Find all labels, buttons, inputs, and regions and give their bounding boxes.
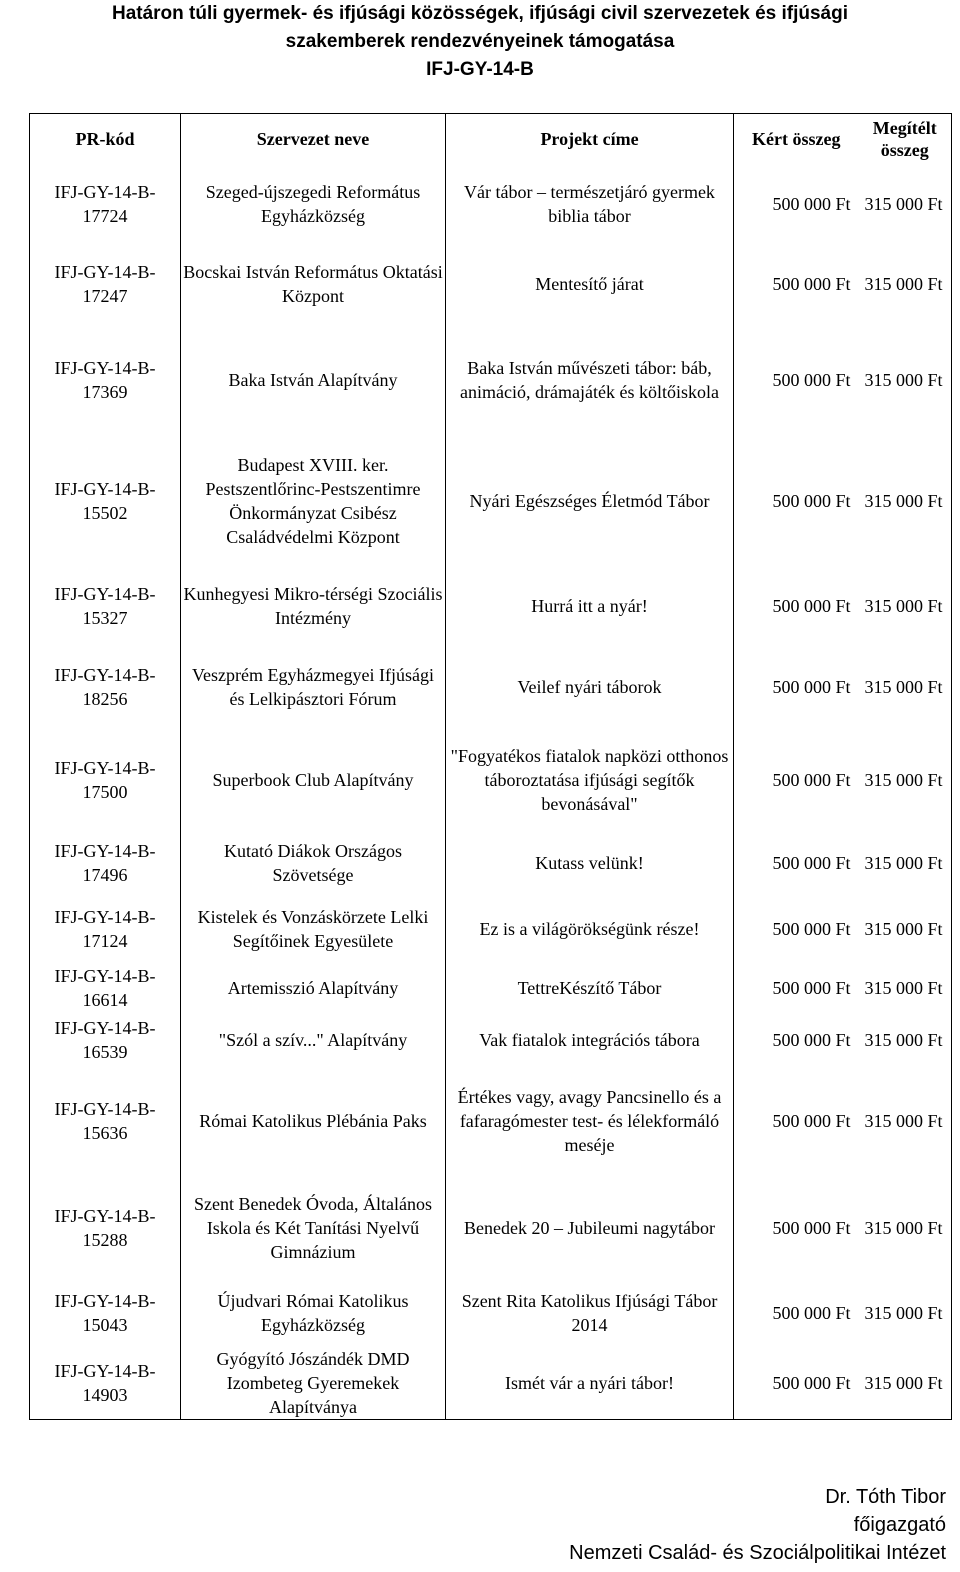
cell-pr-code: IFJ-GY-14-B- 17724: [30, 164, 181, 244]
signature-name: Dr. Tóth Tibor: [825, 1486, 946, 1508]
cell-project-title: Értékes vagy, avagy Pancsinello és a fafaragómester test- és lélekformáló meséje: [446, 1066, 734, 1176]
cell-awarded: 315 000 Ft: [859, 1014, 952, 1066]
cell-pr-code: IFJ-GY-14-B- 17500: [30, 728, 181, 832]
table-row: [30, 325, 952, 435]
table-header-row: [30, 114, 952, 164]
cell-requested: 500 000 Ft: [734, 963, 859, 1014]
header-awarded: Megítélt összeg: [859, 114, 952, 164]
cell-project-title: Baka István művészeti tábor: báb, animáció, drámajáték és költőiskola: [446, 325, 734, 435]
cell-project-title: Szent Rita Katolikus Ifjúsági Tábor 2014: [446, 1280, 734, 1347]
cell-requested: 500 000 Ft: [734, 1014, 859, 1066]
cell-pr-code: IFJ-GY-14-B- 16614: [30, 963, 181, 1014]
cell-org-name: Baka István Alapítvány: [181, 325, 446, 435]
cell-project-title: Hurrá itt a nyár!: [446, 567, 734, 646]
cell-requested: 500 000 Ft: [734, 895, 859, 963]
cell-org-name: Veszprém Egyházmegyei Ifjúsági és Lelkipásztori Fórum: [181, 646, 446, 728]
cell-awarded: 315 000 Ft: [859, 435, 952, 567]
cell-project-title: Ismét vár a nyári tábor!: [446, 1347, 734, 1420]
table-row: [30, 1347, 952, 1420]
cell-org-name: Kutató Diákok Országos Szövetsége: [181, 832, 446, 895]
cell-project-title: Nyári Egészséges Életmód Tábor: [446, 435, 734, 567]
cell-pr-code: IFJ-GY-14-B- 17369: [30, 325, 181, 435]
cell-requested: 500 000 Ft: [734, 1066, 859, 1176]
cell-requested: 500 000 Ft: [734, 646, 859, 728]
cell-project-title: Ez is a világörökségünk része!: [446, 895, 734, 963]
cell-org-name: Kistelek és Vonzáskörzete Lelki Segítőinek Egyesülete: [181, 895, 446, 963]
cell-pr-code: IFJ-GY-14-B- 17496: [30, 832, 181, 895]
cell-requested: 500 000 Ft: [734, 728, 859, 832]
signature-position: főigazgató: [853, 1514, 946, 1536]
header-requested: Kért összeg: [734, 114, 859, 164]
cell-pr-code: IFJ-GY-14-B- 17124: [30, 895, 181, 963]
cell-pr-code: IFJ-GY-14-B- 18256: [30, 646, 181, 728]
cell-awarded: 315 000 Ft: [859, 164, 952, 244]
table-row: [30, 435, 952, 567]
cell-org-name: Római Katolikus Plébánia Paks: [181, 1066, 446, 1176]
cell-awarded: 315 000 Ft: [859, 646, 952, 728]
table-row: [30, 1014, 952, 1066]
table-row: [30, 895, 952, 963]
cell-awarded: 315 000 Ft: [859, 244, 952, 325]
table-row: [30, 963, 952, 1014]
cell-project-title: Veilef nyári táborok: [446, 646, 734, 728]
cell-requested: 500 000 Ft: [734, 435, 859, 567]
cell-org-name: Kunhegyesi Mikro-térségi Szociális Intézmény: [181, 567, 446, 646]
cell-org-name: Superbook Club Alapítvány: [181, 728, 446, 832]
cell-org-name: Bocskai István Református Oktatási Központ: [181, 244, 446, 325]
cell-org-name: Gyógyító Jószándék DMD Izombeteg Gyeremekek Alapítványa: [181, 1347, 446, 1420]
cell-requested: 500 000 Ft: [734, 1176, 859, 1280]
header-org-name: Szervezet neve: [181, 114, 446, 164]
cell-pr-code: IFJ-GY-14-B- 17247: [30, 244, 181, 325]
cell-requested: 500 000 Ft: [734, 325, 859, 435]
table-row: [30, 646, 952, 728]
cell-org-name: Szent Benedek Óvoda, Általános Iskola és Két Tanítási Nyelvű Gimnázium: [181, 1176, 446, 1280]
cell-project-title: Benedek 20 – Jubileumi nagytábor: [446, 1176, 734, 1280]
table-row: [30, 832, 952, 895]
cell-awarded: 315 000 Ft: [859, 1347, 952, 1420]
cell-pr-code: IFJ-GY-14-B- 15636: [30, 1066, 181, 1176]
table-row: [30, 1280, 952, 1347]
table-row: [30, 1066, 952, 1176]
cell-project-title: Vár tábor – természetjáró gyermek biblia tábor: [446, 164, 734, 244]
cell-pr-code: IFJ-GY-14-B- 15043: [30, 1280, 181, 1347]
grant-table: [29, 113, 952, 1420]
cell-org-name: "Szól a szív..." Alapítvány: [181, 1014, 446, 1066]
header-pr-code: PR-kód: [30, 114, 181, 164]
cell-pr-code: IFJ-GY-14-B- 15327: [30, 567, 181, 646]
cell-requested: 500 000 Ft: [734, 832, 859, 895]
cell-requested: 500 000 Ft: [734, 567, 859, 646]
signature-institution: Nemzeti Család- és Szociálpolitikai Intézet: [569, 1542, 946, 1564]
document-title: [0, 0, 960, 84]
cell-requested: 500 000 Ft: [734, 1347, 859, 1420]
table-row: [30, 164, 952, 244]
cell-org-name: Budapest XVIII. ker. Pestszentlőrinc-Pestszentimre Önkormányzat Csibész Családvédelmi Központ: [181, 435, 446, 567]
cell-awarded: 315 000 Ft: [859, 963, 952, 1014]
cell-requested: 500 000 Ft: [734, 164, 859, 244]
cell-awarded: 315 000 Ft: [859, 567, 952, 646]
cell-project-title: TettreKészítő Tábor: [446, 963, 734, 1014]
cell-pr-code: IFJ-GY-14-B- 15288: [30, 1176, 181, 1280]
table-row: [30, 1176, 952, 1280]
cell-requested: 500 000 Ft: [734, 244, 859, 325]
cell-requested: 500 000 Ft: [734, 1280, 859, 1347]
cell-pr-code: IFJ-GY-14-B- 15502: [30, 435, 181, 567]
header-project-title: Projekt címe: [446, 114, 734, 164]
signature-block: [569, 1483, 946, 1567]
cell-awarded: 315 000 Ft: [859, 1066, 952, 1176]
table-row: [30, 567, 952, 646]
cell-org-name: Újudvari Római Katolikus Egyházközség: [181, 1280, 446, 1347]
cell-awarded: 315 000 Ft: [859, 1176, 952, 1280]
cell-awarded: 315 000 Ft: [859, 728, 952, 832]
cell-project-title: Vak fiatalok integrációs tábora: [446, 1014, 734, 1066]
cell-awarded: 315 000 Ft: [859, 325, 952, 435]
title-code: IFJ-GY-14-B: [426, 59, 534, 80]
cell-project-title: "Fogyatékos fiatalok napközi otthonos táboroztatása ifjúsági segítők bevonásával": [446, 728, 734, 832]
title-line-1: Határon túli gyermek- és ifjúsági közösségek, ifjúsági civil szervezetek és ifjúsági: [111, 3, 848, 24]
cell-project-title: Kutass velünk!: [446, 832, 734, 895]
title-line-2: szakemberek rendezvényeinek támogatása: [285, 31, 675, 52]
table-row: [30, 728, 952, 832]
cell-pr-code: IFJ-GY-14-B- 16539: [30, 1014, 181, 1066]
table-row: [30, 244, 952, 325]
cell-pr-code: IFJ-GY-14-B- 14903: [30, 1347, 181, 1420]
cell-project-title: Mentesítő járat: [446, 244, 734, 325]
cell-org-name: Szeged-újszegedi Református Egyházközség: [181, 164, 446, 244]
cell-awarded: 315 000 Ft: [859, 832, 952, 895]
cell-awarded: 315 000 Ft: [859, 1280, 952, 1347]
cell-org-name: Artemisszió Alapítvány: [181, 963, 446, 1014]
cell-awarded: 315 000 Ft: [859, 895, 952, 963]
